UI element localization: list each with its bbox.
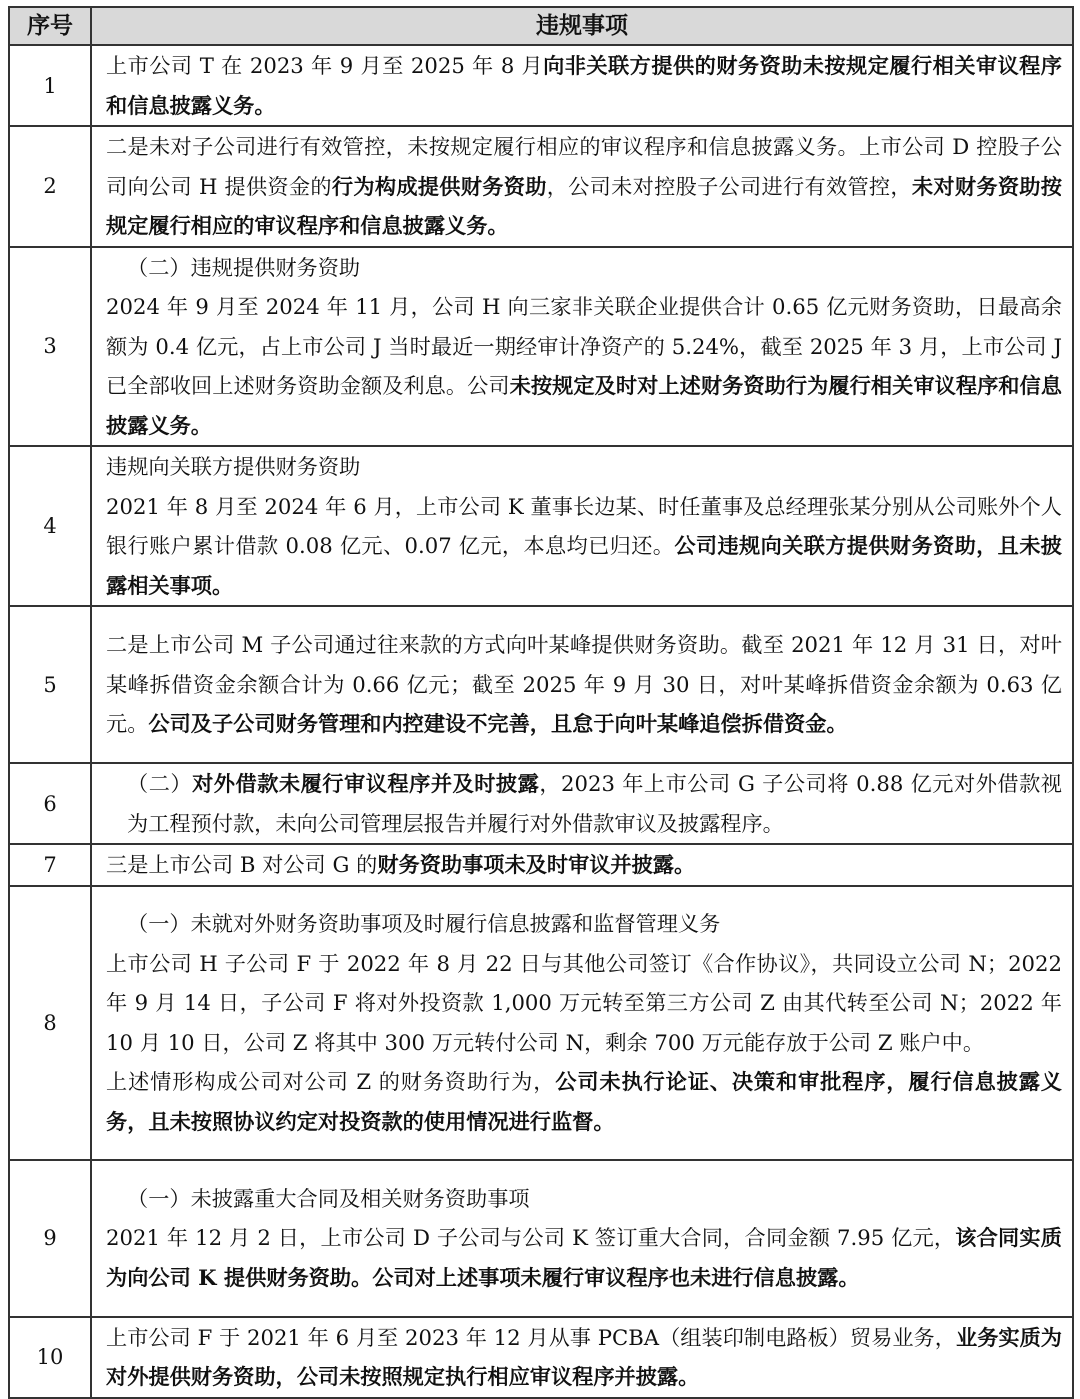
row-violation-description <box>91 844 1073 886</box>
row-violation-description <box>91 606 1073 763</box>
text-segment: 上市公司 T 在 2023 年 9 月至 2025 年 8 月 <box>106 53 544 78</box>
bold-text-segment: 财务资助事项未及时审议并披露。 <box>377 852 696 877</box>
text-segment: 二是未对子公司进行有效管控，未按规定履行相应的审议程序和信息披露义务。上市公司 D 控股子公司向公司 H 提供资金的 <box>106 134 1062 199</box>
description-paragraph <box>106 944 1062 1063</box>
description-paragraph <box>106 1062 1062 1141</box>
table-row <box>9 1160 1073 1317</box>
row-serial-number: 8 <box>9 886 91 1160</box>
row-serial-number: 7 <box>9 844 91 886</box>
table-body <box>9 45 1073 1398</box>
bold-text-segment: 公司违规向关联方提供财务资助，且未披露相关事项。 <box>106 533 1062 598</box>
row-violation-description <box>91 1160 1073 1317</box>
row-serial-number: 1 <box>9 45 91 126</box>
description-paragraph <box>106 1218 1062 1297</box>
description-paragraph <box>106 287 1062 445</box>
table-row <box>9 844 1073 886</box>
row-violation-description <box>91 247 1073 447</box>
description-paragraph <box>106 46 1062 125</box>
text-segment: （一）未披露重大合同及相关财务资助事项 <box>127 1185 530 1211</box>
description-paragraph <box>106 127 1062 246</box>
bold-text-segment: 对外借款未履行审议程序并及时披露 <box>192 771 540 796</box>
text-segment: 上市公司 F 于 2021 年 6 月至 2023 年 12 月从事 PCBA（组装印制电路板）贸易业务， <box>106 1324 956 1350</box>
table-row <box>9 45 1073 126</box>
row-serial-number: 5 <box>9 606 91 763</box>
table-row <box>9 126 1073 247</box>
row-violation-description <box>91 126 1073 247</box>
description-paragraph <box>106 904 1062 944</box>
text-segment: 上述情形构成公司对公司 Z 的财务资助行为， <box>106 1069 556 1094</box>
text-segment: 二是上市公司 M 子公司通过往来款的方式向叶某峰提供财务资助。截至 2021 年 12 月 31 日，对叶某峰拆借资金余额合计为 0.66 亿元；截至 2025 年 9 月 30 日，对叶某峰拆借资金余额为 0.63 亿元。 <box>106 632 1062 737</box>
row-violation-description <box>91 763 1073 844</box>
text-segment: 违规向关联方提供财务资助 <box>106 454 361 479</box>
bold-text-segment: 该合同实质为向公司 K 提供财务资助。公司对上述事项未履行审议程序也未进行信息披露。 <box>106 1225 1062 1290</box>
text-segment: 上市公司 H 子公司 F 于 2022 年 8 月 22 日与其他公司签订《合作协议》，共同设立公司 N；2022 年 9 月 14 日，子公司 F 将对外投资款 1,000 万元转至第三方公司 Z 由其代转至公司 N；2022 年 10 月 10 日，公司 Z 将其中 300 万元转付公司 N，剩余 700 万元能存放于公司 Z 账户中。 <box>106 950 1062 1055</box>
text-segment: （二） <box>127 771 193 796</box>
text-segment: （一）未就对外财务资助事项及时履行信息披露和监督管理义务 <box>127 911 721 936</box>
row-violation-description <box>91 45 1073 126</box>
text-segment: 2021 年 8 月至 2024 年 6 月，上市公司 K 董事长边某、时任董事及总经理张某分别从公司账外个人银行账户累计借款 0.08 亿元、0.07 亿元，本息均已归还。 <box>106 493 1062 558</box>
row-serial-number: 4 <box>9 446 91 606</box>
description-paragraph <box>106 1179 1062 1219</box>
description-paragraph <box>106 487 1062 606</box>
row-violation-description <box>91 446 1073 606</box>
violations-table <box>8 6 1074 1399</box>
row-violation-description <box>91 886 1073 1160</box>
column-header-violation-item: 违规事项 <box>91 7 1073 45</box>
table-row <box>9 886 1073 1160</box>
bold-text-segment: 未对财务资助按规定履行相应的审议程序和信息披露义务。 <box>106 173 1062 238</box>
description-paragraph <box>106 447 1062 487</box>
row-serial-number: 9 <box>9 1160 91 1317</box>
description-paragraph <box>106 625 1062 744</box>
violations-table-container <box>8 6 1072 1399</box>
bold-text-segment: 公司及子公司财务管理和内控建设不完善，且怠于向叶某峰追偿拆借资金。 <box>148 711 848 737</box>
description-paragraph <box>106 248 1062 288</box>
text-segment: ，2023 年上市公司 G 子公司将 0.88 亿元对外借款视为工程预付款，未向公司管理层报告并履行对外借款审议及披露程序。 <box>127 771 1062 836</box>
table-row <box>9 763 1073 844</box>
text-segment: 三是上市公司 B 对公司 G 的 <box>106 852 378 877</box>
row-serial-number: 3 <box>9 247 91 447</box>
bold-text-segment: 业务实质为对外提供财务资助，公司未按照规定执行相应审议程序并披露。 <box>106 1324 1062 1389</box>
description-paragraph <box>106 845 1062 885</box>
table-header-row <box>9 7 1073 45</box>
table-row <box>9 247 1073 447</box>
row-serial-number: 2 <box>9 126 91 247</box>
description-paragraph <box>106 1318 1062 1397</box>
table-row <box>9 446 1073 606</box>
text-segment: 2021 年 12 月 2 日，上市公司 D 子公司与公司 K 签订重大合同，合同金额 7.95 亿元， <box>106 1225 956 1251</box>
bold-text-segment: 公司未执行论证、决策和审批程序，履行信息披露义务，且未按照协议约定对投资款的使用情况进行监督。 <box>106 1069 1062 1134</box>
table-row <box>9 606 1073 763</box>
column-header-serial-number: 序号 <box>9 7 91 45</box>
text-segment: 2024 年 9 月至 2024 年 11 月，公司 H 向三家非关联企业提供合计 0.65 亿元财务资助，日最高余额为 0.4 亿元，占上市公司 J 当时最近一期经审计净资产的 5.24%，截至 2025 年 3 月，上市公司 J 已全部收回上述财务资助金额及利息。公司 <box>106 294 1062 398</box>
bold-text-segment: 行为构成提供财务资助 <box>331 173 547 199</box>
row-violation-description <box>91 1317 1073 1398</box>
bold-text-segment: 向非关联方提供的财务资助未按规定履行相关审议程序和信息披露义务。 <box>106 53 1062 118</box>
row-serial-number: 10 <box>9 1317 91 1398</box>
text-segment: ，公司未对控股子公司进行有效管控， <box>546 173 912 199</box>
row-serial-number: 6 <box>9 763 91 844</box>
table-row <box>9 1317 1073 1398</box>
bold-text-segment: 未按规定及时对上述财务资助行为履行相关审议程序和信息披露义务。 <box>106 373 1062 438</box>
description-paragraph <box>106 764 1062 843</box>
text-segment: （二）违规提供财务资助 <box>127 254 361 280</box>
